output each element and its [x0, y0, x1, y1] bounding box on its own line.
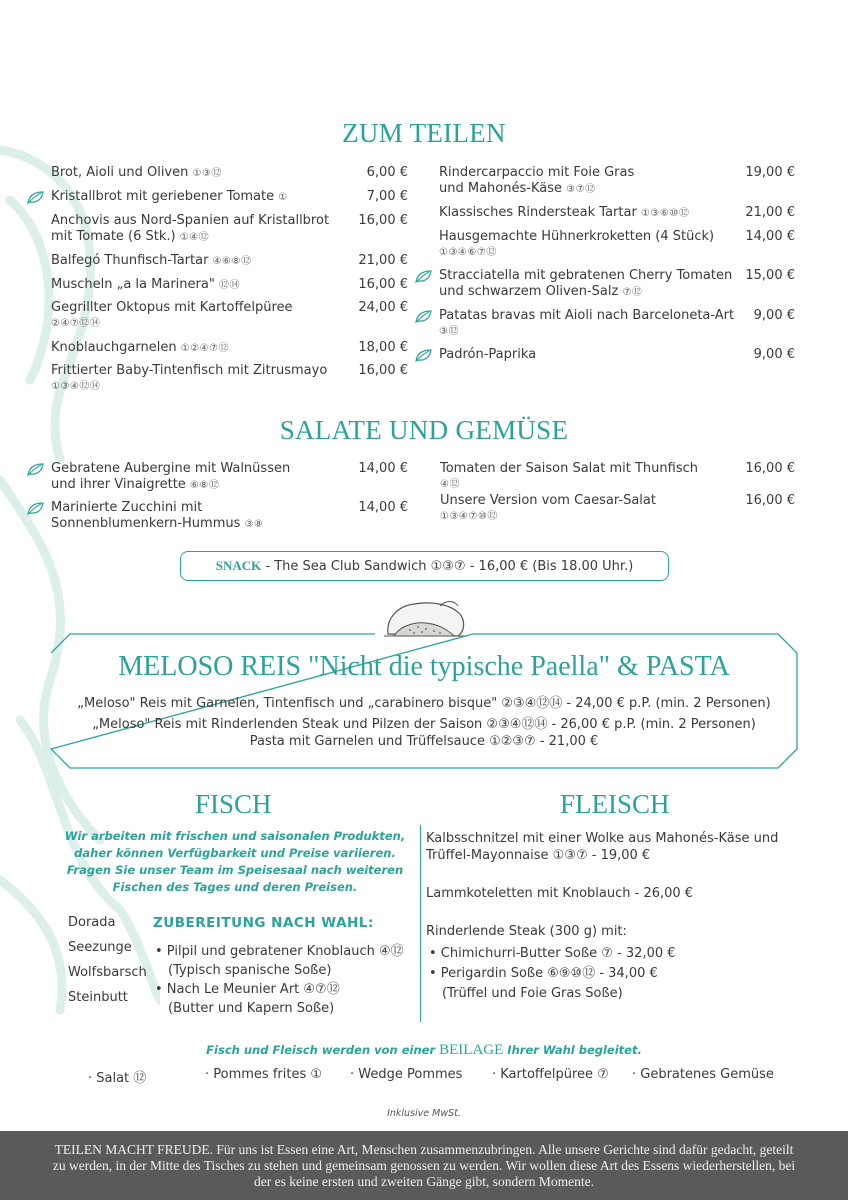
- menu-item-name: [51, 300, 293, 332]
- allergen-codes: ①②④⑦⑫: [180, 343, 230, 354]
- vegetarian-leaf-icon: [27, 501, 44, 515]
- allergen-codes: ①: [278, 192, 288, 203]
- menu-item-price: 16,00 €: [745, 461, 795, 476]
- fish-note-line: Fischen des Tages und deren Preisen.: [112, 880, 358, 894]
- menu-item-name: [439, 229, 714, 261]
- meloso-line-1: „Meloso" Reis mit Garnelen, Tintenfisch und „carabinero bisque" ②③④⑫⑭ - 24,00 € p.P. (min. 2 Personen): [77, 696, 771, 711]
- menu-item-name: [51, 253, 251, 270]
- menu-item-price: 21,00 €: [745, 205, 795, 220]
- meat-list: [426, 830, 778, 1002]
- menu-item-name: [51, 277, 240, 294]
- sides-note-text: Ihrer Wahl begleitet.: [503, 1043, 642, 1057]
- menu-item-title: Klassisches Rindersteak Tartar: [439, 205, 637, 220]
- meloso-line-3: Pasta mit Garnelen und Trüffelsauce ①②③⑦ - 21,00 €: [249, 734, 599, 749]
- prep-list: [155, 942, 404, 1018]
- allergen-codes: ⑦⑫: [622, 287, 643, 298]
- menu-item-price: 16,00 €: [358, 277, 408, 292]
- menu-item-price: 24,00 €: [358, 300, 408, 315]
- allergen-codes: ③⑧: [244, 519, 264, 530]
- snack-text: - The Sea Club Sandwich ①③⑦ - 16,00 € (Bis 18.00 Uhr.): [261, 559, 634, 574]
- fish-title: FISCH: [195, 789, 272, 819]
- fish-note-line: daher können Verfügbarkeit und Preise variieren.: [74, 846, 396, 860]
- meat-line: Rinderlende Steak (300 g) mit:: [426, 924, 627, 939]
- allergen-codes: ①③④⑫⑭: [51, 381, 101, 392]
- menu-item-title: Stracciatella mit gebratenen Cherry Tomaten: [439, 268, 733, 283]
- allergen-codes: ③⑫: [439, 326, 459, 337]
- fish-types-list: [68, 915, 147, 1015]
- vegetarian-leaf-icon: [415, 309, 432, 323]
- vegetarian-leaf-icon: [415, 348, 432, 362]
- prep-option-desc: (Typisch spanische Soße): [168, 963, 332, 978]
- fish-note-line: Wir arbeiten mit frischen und saisonalen Produkten,: [64, 829, 406, 843]
- menu-item-name: [439, 268, 732, 301]
- menu-item-title: Patatas bravas mit Aioli nach Barceloneta-Art: [439, 308, 735, 323]
- prep-title: ZUBEREITUNG NACH WAHL:: [153, 915, 374, 931]
- section-title-salads: SALATE UND GEMÜSE: [279, 415, 569, 445]
- menu-item-title: Padrón-Paprika: [439, 347, 537, 362]
- allergen-codes: ④⑥⑧⑫: [212, 256, 252, 267]
- menu-item-name: [51, 340, 229, 357]
- meloso-line-2: „Meloso" Reis mit Rinderlenden Steak und Pilzen der Saison ②③④⑫⑭ - 26,00 € p.P. (min. 2 Personen): [92, 717, 756, 732]
- fish-type: Dorada: [68, 915, 116, 930]
- menu-item-title: Rindercarpaccio mit Foie Gras: [439, 165, 635, 180]
- column-divider: [420, 825, 421, 1022]
- meat-line: Trüffel-Mayonnaise ①③⑦ - 19,00 €: [426, 848, 651, 863]
- menu-item-name: [439, 347, 536, 363]
- allergen-codes: ⑥⑧⑫: [189, 480, 220, 491]
- fish-type: Seezunge: [68, 940, 132, 955]
- vegetarian-leaf-icon: [27, 190, 44, 204]
- meat-line: (Trüffel und Foie Gras Soße): [442, 986, 623, 1001]
- allergen-codes: ⑫⑭: [218, 280, 240, 291]
- meat-line: Lammkoteletten mit Knoblauch - 26,00 €: [426, 886, 694, 901]
- allergen-codes: ①③④⑦⑩⑫: [440, 511, 498, 522]
- menu-item-name: [440, 461, 698, 493]
- allergen-codes: ③⑦⑫: [566, 184, 596, 195]
- meat-line: Kalbsschnitzel mit einer Wolke aus Mahonés-Käse und: [426, 831, 779, 846]
- footer-banner: TEILEN MACHT FREUDE. Für uns ist Essen eine Art, Menschen zusammenzubringen. Alle unsere Gerichte sind dafür gedacht, geteilt zu werden, in der Mitte des Tisches zu stehen und gemeinsam genossen zu werden. Wir wollen diese Art des Essens wiederherstellen, bei der es keine ersten und zweiten Gänge gibt, sondern Momente.: [0, 1131, 848, 1200]
- menu-item-price: 21,00 €: [358, 253, 408, 268]
- menu-item-title: Unsere Version vom Caesar-Salat: [440, 493, 656, 508]
- side-item: · Pommes frites ①: [205, 1067, 323, 1082]
- menu-item-price: 9,00 €: [753, 308, 795, 323]
- meloso-title: MELOSO REIS "Nicht die typische Paella" & PASTA: [118, 651, 730, 682]
- menu-item-title-cont: und ihrer Vinaigrette: [51, 477, 186, 492]
- menu-item-price: 7,00 €: [366, 189, 408, 204]
- menu-item-price: 14,00 €: [358, 461, 408, 476]
- fish-type: Steinbutt: [68, 990, 128, 1005]
- menu-item-title: Tomaten der Saison Salat mit Thunfisch: [440, 461, 698, 476]
- menu-item-name: [51, 500, 263, 533]
- menu-item-title-cont: und Mahonés-Käse: [439, 181, 562, 196]
- menu-item-name: [51, 461, 290, 494]
- menu-item-name: [439, 205, 689, 222]
- prep-option: • Pilpil und gebratener Knoblauch ④⑫: [155, 944, 404, 959]
- menu-item-title: Muscheln „a la Marinera": [51, 277, 215, 292]
- menu-item-title: Anchovis aus Nord-Spanien auf Kristallbrot: [51, 213, 330, 228]
- menu-item-title: Marinierte Zucchini mit: [51, 500, 203, 515]
- vat-note: Inklusive MwSt.: [387, 1108, 461, 1119]
- prep-option: • Nach Le Meunier Art ④⑦⑫: [155, 982, 340, 997]
- snack-box: [180, 551, 669, 581]
- menu-item-name: [439, 165, 634, 198]
- menu-item-name: [439, 308, 734, 340]
- menu-item-title: Kristallbrot mit geriebener Tomate: [51, 189, 275, 204]
- menu-item-title-cont: und schwarzem Oliven-Salz: [439, 284, 619, 299]
- menu-item-price: 15,00 €: [745, 268, 795, 283]
- sides-note-highlight: BEILAGE: [439, 1042, 504, 1058]
- menu-item-price: 14,00 €: [745, 229, 795, 244]
- sides-note-text: Fisch und Fleisch werden von einer: [206, 1043, 440, 1057]
- menu-item-title: Brot, Aioli und Oliven: [51, 165, 189, 180]
- menu-item-title: Gegrillter Oktopus mit Kartoffelpüree: [51, 300, 293, 315]
- menu-item-title-cont: Sonnenblumenkern-Hummus: [51, 516, 241, 531]
- side-item: · Wedge Pommes: [350, 1067, 463, 1082]
- snack-label: SNACK: [215, 558, 262, 573]
- menu-item-name: [440, 493, 656, 525]
- allergen-codes: ①③⑫: [192, 168, 222, 179]
- meat-title: FLEISCH: [560, 789, 670, 819]
- menu-item-price: 16,00 €: [358, 363, 408, 378]
- menu-item-price: 19,00 €: [745, 165, 795, 180]
- menu-item-name: [51, 189, 288, 206]
- menu-item-price: 14,00 €: [358, 500, 408, 515]
- menu-item-name: [51, 363, 327, 395]
- menu-item-price: 16,00 €: [745, 493, 795, 508]
- menu-item-price: 6,00 €: [366, 165, 408, 180]
- menu-item-price: 16,00 €: [358, 213, 408, 228]
- vegetarian-leaf-icon: [27, 462, 44, 476]
- side-item: · Salat ⑫: [88, 1071, 147, 1086]
- menu-item-title: Gebratene Aubergine mit Walnüssen: [51, 461, 291, 476]
- prep-option-desc: (Butter und Kapern Soße): [168, 1001, 335, 1016]
- allergen-codes: ④⑫: [440, 479, 460, 490]
- fish-note-line: Fragen Sie unser Team im Speisesaal nach weiteren: [66, 863, 404, 877]
- sides-note: [0, 1042, 848, 1059]
- menu-item-price: 9,00 €: [753, 347, 795, 362]
- menu-item-price: 18,00 €: [358, 340, 408, 355]
- allergen-codes: ①③⑥⑩⑫: [640, 208, 690, 219]
- vegetarian-leaf-icon: [415, 269, 432, 283]
- menu-item-name: [51, 213, 329, 246]
- fish-note: [50, 828, 420, 896]
- allergen-codes: ①④⑫: [179, 232, 210, 243]
- menu-item-title: Frittierter Baby-Tintenfisch mit Zitrusmayo: [51, 363, 328, 378]
- menu-item-title: Balfegó Thunfisch-Tartar: [51, 253, 209, 268]
- menu-item-title-cont: mit Tomate (6 Stk.): [51, 229, 176, 244]
- side-item: · Kartoffelpüree ⑦: [492, 1067, 609, 1082]
- fish-type: Wolfsbarsch: [68, 965, 147, 980]
- menu-item-title: Knoblauchgarnelen: [51, 340, 177, 355]
- allergen-codes: ②④⑦⑫⑭: [51, 318, 101, 329]
- menu-item-name: [51, 165, 222, 182]
- meat-line: • Perigardin Soße ⑥⑨⑩⑫ - 34,00 €: [429, 966, 658, 981]
- menu-item-title: Hausgemachte Hühnerkroketten (4 Stück): [439, 229, 715, 244]
- allergen-codes: ①③④⑥⑦⑫: [439, 247, 497, 258]
- side-item: · Gebratenes Gemüse: [632, 1067, 774, 1082]
- section-title-sharing: ZUM TEILEN: [342, 118, 506, 148]
- meat-line: • Chimichurri-Butter Soße ⑦ - 32,00 €: [429, 946, 676, 961]
